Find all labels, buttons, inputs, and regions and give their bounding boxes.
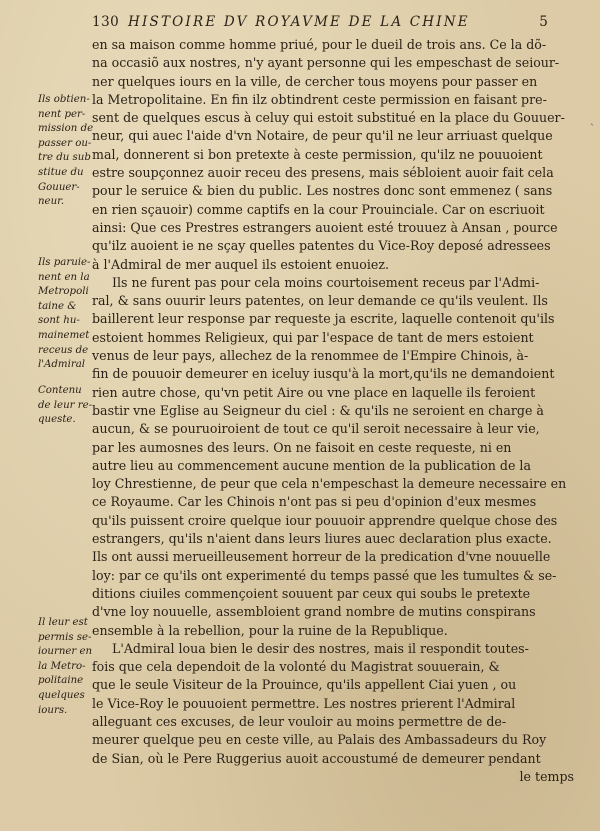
text-line: baillerent leur response par requeste ja escrite, laquelle contenoit qu'ils	[92, 311, 555, 327]
margin-line: l'Admiral	[38, 359, 86, 371]
text-line: Ils ont aussi merueilleusement horreur de la predication d'vne nouuelle	[92, 549, 551, 565]
text-line: qu'ilz auoient ie ne sçay quelles patentes du Vice-Roy deposé adressees	[92, 238, 551, 254]
text-line: L'Admiral loua bien le desir des nostres, mais il respondit toutes-	[112, 640, 529, 656]
text-line: meurer quelque peu en ceste ville, au Palais des Ambassadeurs du Roy	[92, 732, 547, 748]
text-line: sent de quelques escus à celuy qui estoit substitué en la place du Gouuer-	[92, 110, 565, 126]
running-header	[92, 14, 550, 36]
text-line: neur, qui auec l'aide d'vn Notaire, de peur qu'il ne leur arriuast quelque	[92, 128, 553, 144]
margin-line: neur.	[38, 196, 65, 208]
text-line: venus de leur pays, allechez de la renommee de l'Empire Chinois, à-	[92, 348, 529, 364]
margin-line: receus de	[38, 344, 89, 356]
paragraph-2	[92, 274, 574, 640]
text-line: ditions ciuiles commençoient souuent par ceux qui soubs le pretexte	[92, 585, 531, 601]
text-line: par les aumosnes des leurs. On ne faisoit en ceste requeste, ni en	[92, 439, 512, 455]
margin-line: Gouuer-	[38, 181, 80, 193]
page-number: 130	[92, 14, 120, 30]
margin-line: sont hu-	[38, 315, 80, 327]
text-line: autre lieu au commencement aucune mention de la publication de la	[92, 457, 531, 473]
text-line: fin de pouuoir demeurer en iceluy iusqu'à la mort,qu'ils ne demandoient	[92, 366, 555, 382]
text-line: en sa maison comme homme priué, pour le dueil de trois ans. Ce la dõ-	[92, 37, 547, 52]
text-line: ral, & sans ouurir leurs patentes, on leur demande ce qu'ils veulent. Ils	[92, 293, 548, 309]
margin-note-2	[38, 256, 96, 373]
text-line: na occasiõ aux nostres, n'y ayant personne qui les empeschast de seiour-	[92, 55, 560, 71]
main-text	[92, 36, 574, 786]
margin-line: de leur re-	[38, 399, 93, 411]
margin-line: mission de	[38, 123, 94, 135]
text-line: rien autre chose, qu'vn petit Aire ou vne place en laquelle ils feroient	[92, 384, 536, 400]
margin-line: iours.	[38, 704, 68, 716]
margin-line: politaine	[38, 675, 84, 687]
text-line: alleguant ces excuses, de leur vouloir au moins permettre de de-	[92, 713, 507, 729]
text-line: en rien sçauoir) comme captifs en la cour Prouinciale. Car on escriuoit	[92, 201, 545, 217]
text-line: que le seule Visiteur de la Prouince, qu'ils appellent Ciai yuen , ou	[92, 677, 517, 693]
text-line: ce Royaume. Car les Chinois n'ont pas si peu d'opinion d'eux mesmes	[92, 494, 537, 510]
text-line: bastir vne Eglise au Seigneur du ciel : & qu'ils ne seroient en charge à	[92, 402, 544, 418]
text-line: la Metropolitaine. En fin ilz obtindrent ceste permission en faisant pre-	[92, 91, 547, 107]
text-line: estre soupçonnez auoir receu des presens, mais sébloient auoir fait cela	[92, 165, 554, 181]
text-line: de Sian, où le Pere Ruggerius auoit accoustumé de demeurer pendant	[92, 750, 541, 766]
running-title: HISTOIRE DV ROYAVME DE LA CHINE	[128, 14, 470, 30]
text-line: ner quelques iours en la ville, de cercher tous moyens pour passer en	[92, 73, 538, 89]
text-line: qu'ils puissent croire quelque iour pouuoir apprendre quelque chose des	[92, 512, 558, 528]
margin-line: queste.	[38, 414, 76, 426]
text-line: loy: par ce qu'ils ont experimenté du temps passé que les tumultes & se-	[92, 567, 557, 583]
text-line: à l'Admiral de mer auquel ils estoient enuoiez.	[92, 256, 390, 272]
margin-line: permis se-	[38, 631, 92, 643]
catchword: le temps	[519, 768, 574, 784]
margin-line: Contenu	[38, 385, 82, 396]
header-ornament: 5	[539, 14, 550, 30]
margin-note-4	[38, 616, 96, 718]
margin-line: iourner en	[38, 646, 93, 658]
margin-line: tre du sub	[38, 152, 91, 164]
text-line: estrangers, qu'ils n'aient dans leurs liures auec declaration plus exacte.	[92, 531, 552, 547]
margin-line: Ils obtien-	[38, 94, 90, 105]
text-line: estoient hommes Religieux, qui par l'espace de tant de mers estoient	[92, 329, 534, 345]
margin-line: stitue du	[38, 166, 84, 178]
text-line: pour le seruice & bien du public. Les nostres donc sont emmenez ( sans	[92, 183, 553, 199]
text-line: Ils ne furent pas pour cela moins courtoisement receus par l'Admi-	[112, 274, 540, 290]
paragraph-1	[92, 36, 574, 274]
text-line: d'vne loy nouuelle, assembloient grand nombre de mutins conspirans	[92, 604, 536, 620]
margin-line: taine &	[38, 300, 77, 312]
margin-line: Metropoli	[38, 286, 89, 298]
margin-line: Ils paruie-	[38, 257, 91, 268]
edge-mark: ˎ	[590, 112, 594, 126]
margin-line: quelques	[38, 689, 85, 701]
margin-line: Il leur est	[38, 617, 88, 628]
text-line: le Vice-Roy le pouuoient permettre. Les nostres prierent l'Admiral	[92, 695, 516, 711]
text-line: aucun, & se pouruoiroient de tout ce qu'il seroit necessaire à leur vie,	[92, 421, 540, 437]
text-line: mal, donnerent si bon pretexte à ceste permission, qu'ilz ne pouuoient	[92, 146, 543, 162]
margin-line: passer ou-	[38, 137, 92, 149]
margin-note-1	[38, 93, 96, 210]
paragraph-3	[92, 640, 574, 786]
text-line: ainsi: Que ces Prestres estrangers auoient esté trouuez à Ansan , pource	[92, 219, 558, 235]
margin-line: mainemet	[38, 329, 90, 341]
text-line: fois que cela dependoit de la volonté du Magistrat souuerain, &	[92, 659, 500, 675]
margin-line: la Metro-	[38, 660, 86, 672]
margin-note-3	[38, 384, 96, 428]
margin-line: nent per-	[38, 108, 86, 120]
text-line: loy Chrestienne, de peur que cela n'empeschast la demeure necessaire en	[92, 476, 567, 492]
text-line: ensemble à la rebellion, pour la ruine de la Republique.	[92, 622, 448, 638]
margin-line: nent en la	[38, 271, 90, 283]
